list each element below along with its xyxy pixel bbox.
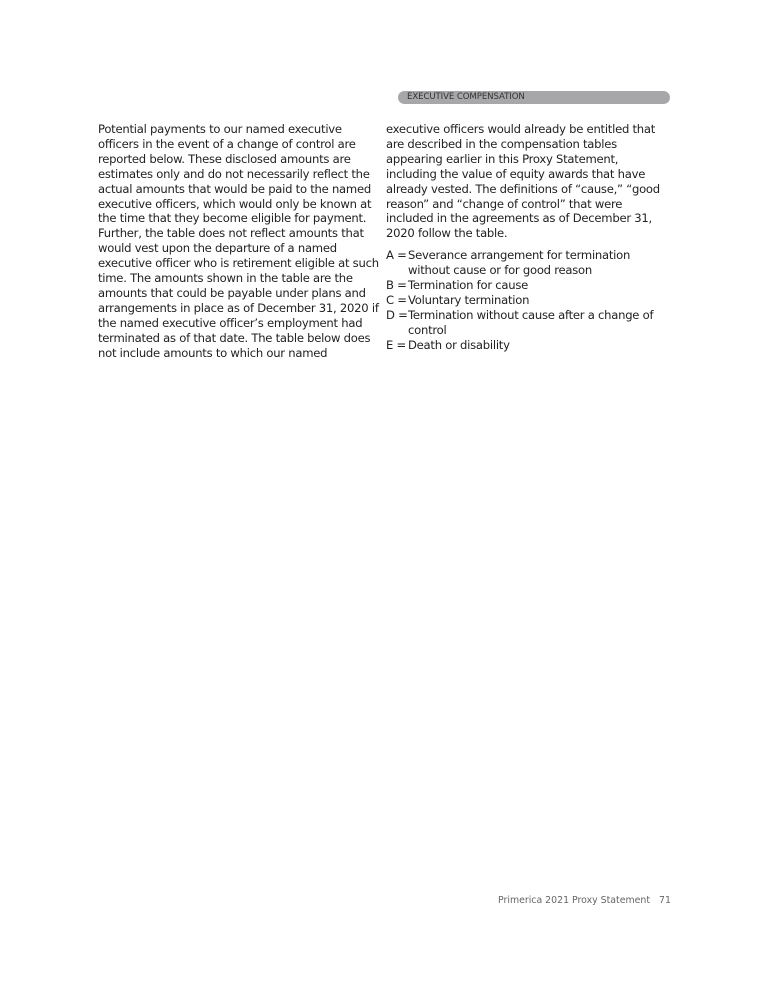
footer-document-title: Primerica 2021 Proxy Statement (498, 895, 651, 906)
definition-value: Termination without cause after a change of control (408, 307, 654, 337)
text-line: arrangements in place as of December 31, 2020 if (98, 300, 379, 315)
definition-key: B = (386, 278, 407, 293)
text-line: would vest upon the departure of a named (98, 241, 337, 256)
text-line: terminated as of that date. The table below does (98, 330, 371, 345)
text-line: reported below. These disclosed amounts are (98, 151, 351, 166)
definition-item (386, 278, 678, 293)
text-line: not include amounts to which our named (98, 345, 328, 360)
page-number: 71 (659, 895, 671, 906)
definition-key: C = (386, 292, 407, 307)
text-line: the time that they become eligible for payment. (98, 211, 367, 226)
definition-key: A = (386, 248, 407, 263)
text-line: including the value of equity awards that have (386, 166, 646, 181)
definition-item (386, 248, 678, 278)
text-line: officers in the event of a change of control are (98, 136, 356, 151)
text-line: included in the agreements as of December 31, (386, 211, 652, 226)
definition-value: Voluntary termination (408, 292, 530, 307)
text-line: estimates only and do not necessarily reflect the (98, 166, 370, 181)
text-line: the named executive officer’s employment had (98, 315, 363, 330)
text-line: Potential payments to our named executive (98, 122, 342, 136)
definition-key: D = (386, 307, 408, 322)
text-line: time. The amounts shown in the table are the (98, 271, 353, 286)
definitions-list (386, 248, 678, 352)
section-header-label: EXECUTIVE COMPENSATION (407, 92, 525, 102)
text-line: already vested. The definitions of “cause,” “good (386, 181, 660, 196)
definition-key: E = (386, 337, 406, 352)
text-line: executive officer who is retirement eligible at such (98, 256, 379, 271)
text-line: Further, the table does not reflect amounts that (98, 226, 364, 241)
section-header-bar (398, 91, 670, 104)
text-line: actual amounts that would be paid to the named (98, 181, 371, 196)
definition-item (386, 293, 678, 308)
definition-item (386, 308, 678, 338)
text-line: executive officers would already be entitled that (386, 122, 656, 136)
text-line: amounts that could be payable under plans and (98, 285, 366, 300)
definition-value: Death or disability (408, 337, 510, 352)
definition-value: Termination for cause (408, 278, 529, 293)
right-column-text (386, 122, 678, 353)
text-line: 2020 follow the table. (386, 226, 508, 241)
text-line: are described in the compensation tables (386, 136, 617, 151)
text-line: reason” and “change of control” that were (386, 196, 623, 211)
text-line: appearing earlier in this Proxy Statement, (386, 151, 619, 166)
definition-value: Severance arrangement for termination without cause or for good reason (408, 248, 631, 278)
left-column-text (98, 122, 388, 361)
text-line: executive officers, which would only be known at (98, 196, 372, 211)
definition-item (386, 338, 678, 353)
